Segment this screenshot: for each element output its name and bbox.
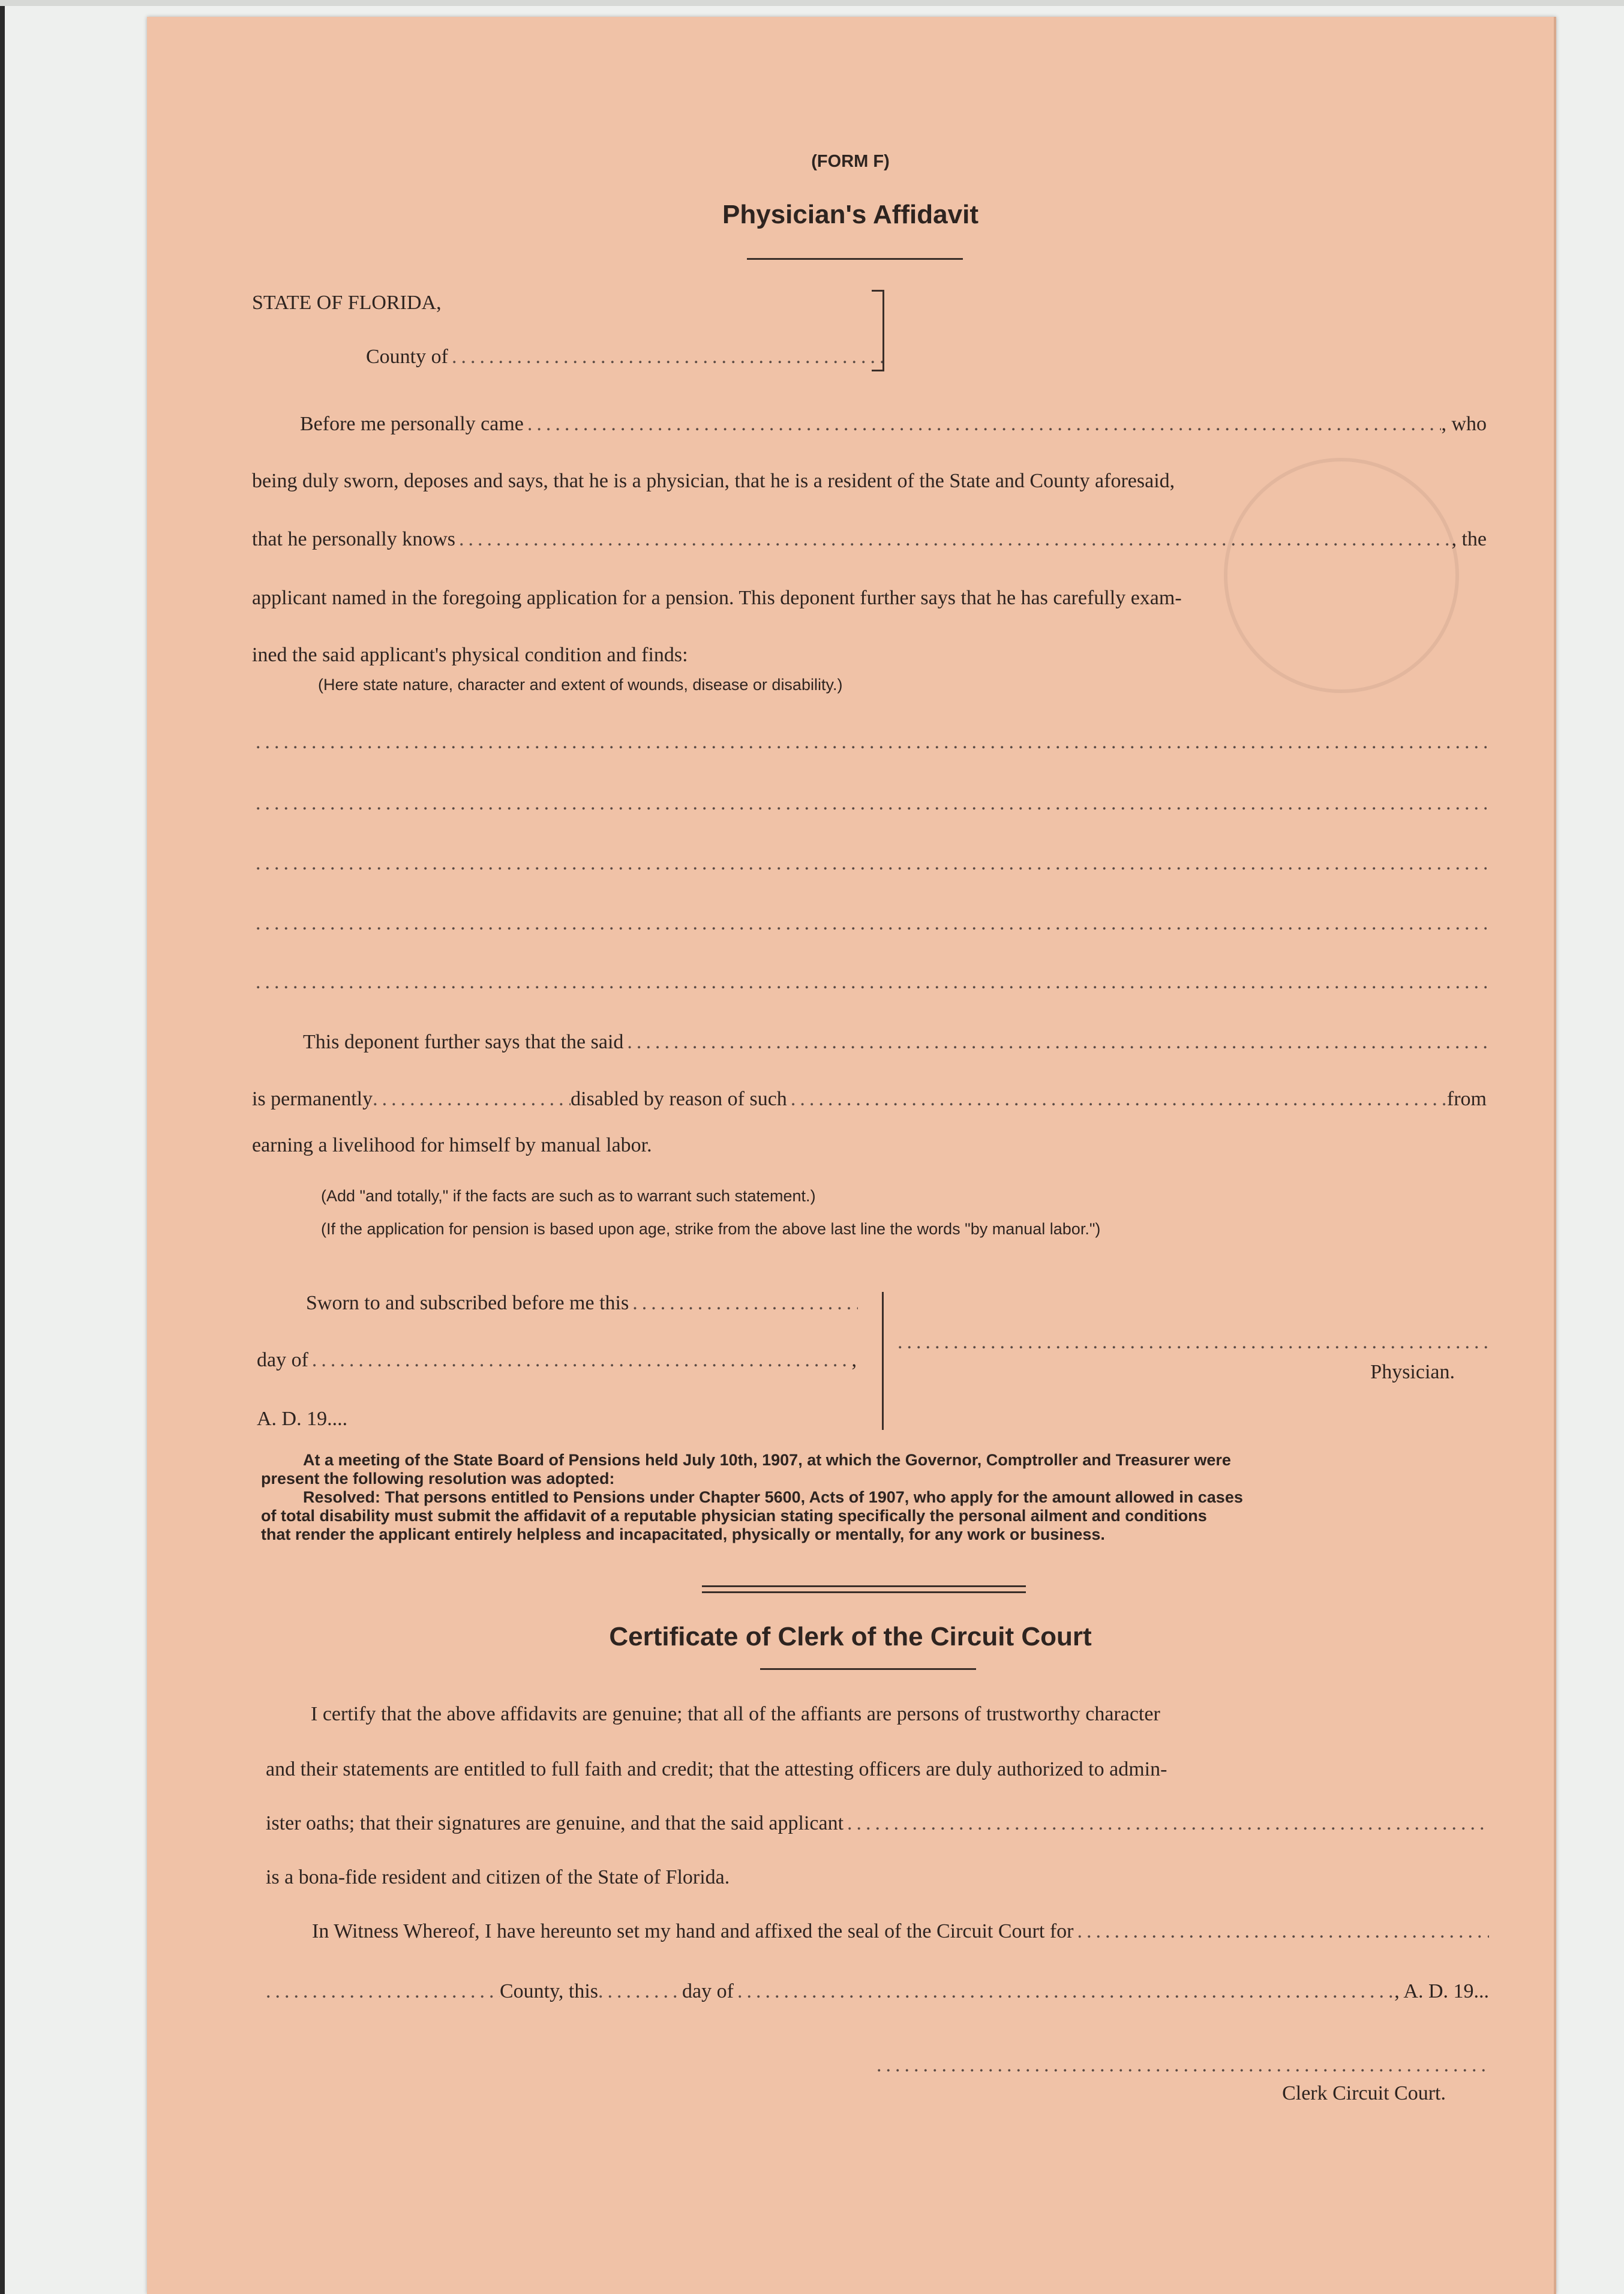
county-name-field[interactable] bbox=[266, 1980, 500, 2003]
physician-signature-field[interactable] bbox=[894, 1331, 1489, 1354]
knows-line bbox=[252, 528, 1487, 551]
note-totally-text: (Add "and totally," if the facts are such as to warrant such statement.) bbox=[321, 1187, 816, 1205]
examined-text: ined the said applicant's physical condition and finds: bbox=[252, 644, 688, 666]
sworn-text: being duly sworn, deposes and says, that he is a physician, that he is a resident of the State and County aforesaid, bbox=[252, 470, 1175, 492]
county-label: County of bbox=[366, 346, 448, 368]
livelihood-line bbox=[252, 1134, 1487, 1157]
witness-county-field[interactable] bbox=[1073, 1920, 1489, 1943]
resolution-text-2: present the following resolution was adopted: bbox=[261, 1470, 615, 1488]
resolution-text-4: of total disability must submit the affidavit of a reputable physician stating specifically the personal ailment and conditions bbox=[261, 1507, 1207, 1525]
findings-field-2[interactable] bbox=[252, 792, 1487, 815]
clerk-label-line bbox=[1282, 2082, 1446, 2105]
further-says-label: This deponent further says that the said bbox=[303, 1031, 624, 1053]
the-text: , the bbox=[1451, 528, 1487, 550]
findings-line-4[interactable] bbox=[252, 912, 1487, 935]
sworn-line bbox=[252, 470, 1487, 493]
jurat-day-label: day of bbox=[257, 1349, 308, 1371]
page-title-text: Physician's Affidavit bbox=[722, 200, 978, 229]
sworn-day-field[interactable] bbox=[629, 1292, 858, 1315]
form-code bbox=[147, 152, 1554, 172]
findings-field-4[interactable] bbox=[252, 912, 1487, 935]
permanently-label: is permanently bbox=[252, 1088, 373, 1110]
resolution-line-4 bbox=[261, 1507, 1207, 1525]
state-label: STATE OF FLORIDA, bbox=[252, 292, 442, 314]
section-rule-top bbox=[702, 1585, 1026, 1587]
resolution-text-5: that render the applicant entirely helpless and incapacitated, physically or mentally, for any work or business. bbox=[261, 1525, 1105, 1543]
findings-line-2[interactable] bbox=[252, 792, 1487, 815]
title-underline bbox=[747, 258, 963, 260]
clerk-signature-field[interactable] bbox=[873, 2054, 1489, 2077]
before-me-label: Before me personally came bbox=[300, 413, 524, 435]
applicant-line bbox=[252, 587, 1487, 610]
note-totally bbox=[321, 1187, 1487, 1206]
disabled-by-label: disabled by reason of such bbox=[571, 1088, 787, 1110]
sworn-to-label: Sworn to and subscribed before me this bbox=[306, 1292, 629, 1314]
county-this-label: County, this bbox=[500, 1980, 599, 2002]
resolution-line-2 bbox=[261, 1470, 615, 1488]
cert-month-field[interactable] bbox=[734, 1980, 1394, 2003]
cert-line-1 bbox=[311, 1703, 1489, 1726]
resolution-text-3: Resolved: That persons entitled to Pensions under Chapter 5600, Acts of 1907, who apply for the amount allowed in cases bbox=[303, 1488, 1243, 1506]
physician-label: Physician. bbox=[1370, 1361, 1455, 1383]
cause-field[interactable] bbox=[787, 1088, 1447, 1111]
state-line bbox=[252, 292, 442, 314]
who-text: , who bbox=[1441, 413, 1487, 435]
from-text: from bbox=[1446, 1088, 1487, 1110]
before-me-line bbox=[300, 413, 1487, 436]
cert-applicant-field[interactable] bbox=[843, 1812, 1489, 1835]
jurat-comma: , bbox=[851, 1349, 857, 1371]
cert-day-field[interactable] bbox=[598, 1980, 682, 2003]
certificate-title-text: Certificate of Clerk of the Circuit Court bbox=[609, 1622, 1092, 1651]
examined-line bbox=[252, 644, 1487, 667]
findings-line-3[interactable] bbox=[252, 852, 1487, 875]
certificate-title bbox=[147, 1622, 1554, 1652]
certificate-underline bbox=[760, 1668, 976, 1670]
sworn-to-line bbox=[306, 1292, 858, 1315]
further-says-line bbox=[303, 1031, 1487, 1054]
resolution-line-5 bbox=[261, 1525, 1105, 1544]
physician-signature-line[interactable] bbox=[894, 1331, 1489, 1354]
cert-text-3: ister oaths; that their signatures are genuine, and that the said applicant bbox=[266, 1812, 844, 1834]
scan-border-top bbox=[0, 0, 1624, 6]
section-rule-bottom bbox=[702, 1591, 1026, 1593]
permanently-line bbox=[252, 1088, 1487, 1111]
cert-line-4 bbox=[266, 1866, 1489, 1889]
clerk-signature-line[interactable] bbox=[873, 2054, 1489, 2077]
findings-field-3[interactable] bbox=[252, 852, 1487, 875]
cert-text-2: and their statements are entitled to full faith and credit; that the attesting officers are duly authorized to admin- bbox=[266, 1758, 1167, 1780]
note-age bbox=[321, 1220, 1487, 1239]
county-field[interactable] bbox=[448, 346, 888, 368]
livelihood-text: earning a livelihood for himself by manual labor. bbox=[252, 1134, 652, 1156]
degree-field[interactable] bbox=[373, 1088, 571, 1111]
findings-line-1[interactable] bbox=[252, 731, 1487, 754]
page-title bbox=[147, 200, 1554, 230]
findings-line-5[interactable] bbox=[252, 971, 1487, 994]
resolution-text-1: At a meeting of the State Board of Pensions held July 10th, 1907, at which the Governor, Comptroller and Treasurer were bbox=[303, 1451, 1231, 1469]
resolution-line-1 bbox=[303, 1451, 1231, 1470]
jurat-month-field[interactable] bbox=[308, 1349, 852, 1372]
instruction-line bbox=[318, 676, 1487, 694]
county-line bbox=[366, 346, 888, 368]
resolution-line-3 bbox=[303, 1488, 1243, 1507]
jurat-divider bbox=[882, 1292, 884, 1430]
applicant-name-field[interactable] bbox=[455, 528, 1451, 551]
venue-brace bbox=[872, 290, 884, 371]
cert-text-1: I certify that the above affidavits are genuine; that all of the affiants are persons of trustworthy character bbox=[311, 1703, 1160, 1725]
jurat-year-text: A. D. 19.... bbox=[257, 1408, 348, 1430]
physician-label-line bbox=[1370, 1361, 1455, 1384]
applicant-text: applicant named in the foregoing application for a pension. This deponent further says that he has carefully exam- bbox=[252, 587, 1182, 609]
witness-text: In Witness Whereof, I have hereunto set my hand and affixed the seal of the Circuit Court for bbox=[312, 1920, 1074, 1942]
scan-border-left bbox=[0, 0, 5, 2294]
cert-line-2 bbox=[266, 1758, 1489, 1781]
knows-label: that he personally knows bbox=[252, 528, 455, 550]
cert-day-label: day of bbox=[682, 1980, 734, 2002]
form-page bbox=[147, 17, 1556, 2294]
physician-name-field[interactable] bbox=[524, 413, 1442, 436]
cert-year-text: , A. D. 19... bbox=[1394, 1980, 1489, 2002]
witness-line bbox=[312, 1920, 1489, 1943]
findings-field-5[interactable] bbox=[252, 971, 1487, 994]
cert-text-4: is a bona-fide resident and citizen of the State of Florida. bbox=[266, 1866, 730, 1888]
form-code-text: (FORM F) bbox=[811, 152, 890, 171]
findings-field-1[interactable] bbox=[252, 731, 1487, 754]
cert-line-3 bbox=[266, 1812, 1489, 1835]
clerk-label: Clerk Circuit Court. bbox=[1282, 2082, 1446, 2104]
instruction-text: (Here state nature, character and extent of wounds, disease or disability.) bbox=[318, 676, 843, 694]
jurat-day-line bbox=[257, 1349, 857, 1372]
jurat-year-line bbox=[257, 1408, 347, 1431]
note-age-text: (If the application for pension is based upon age, strike from the above last line the words "by manual labor.") bbox=[321, 1220, 1101, 1238]
said-applicant-field[interactable] bbox=[623, 1031, 1487, 1054]
county-date-line bbox=[266, 1980, 1489, 2003]
